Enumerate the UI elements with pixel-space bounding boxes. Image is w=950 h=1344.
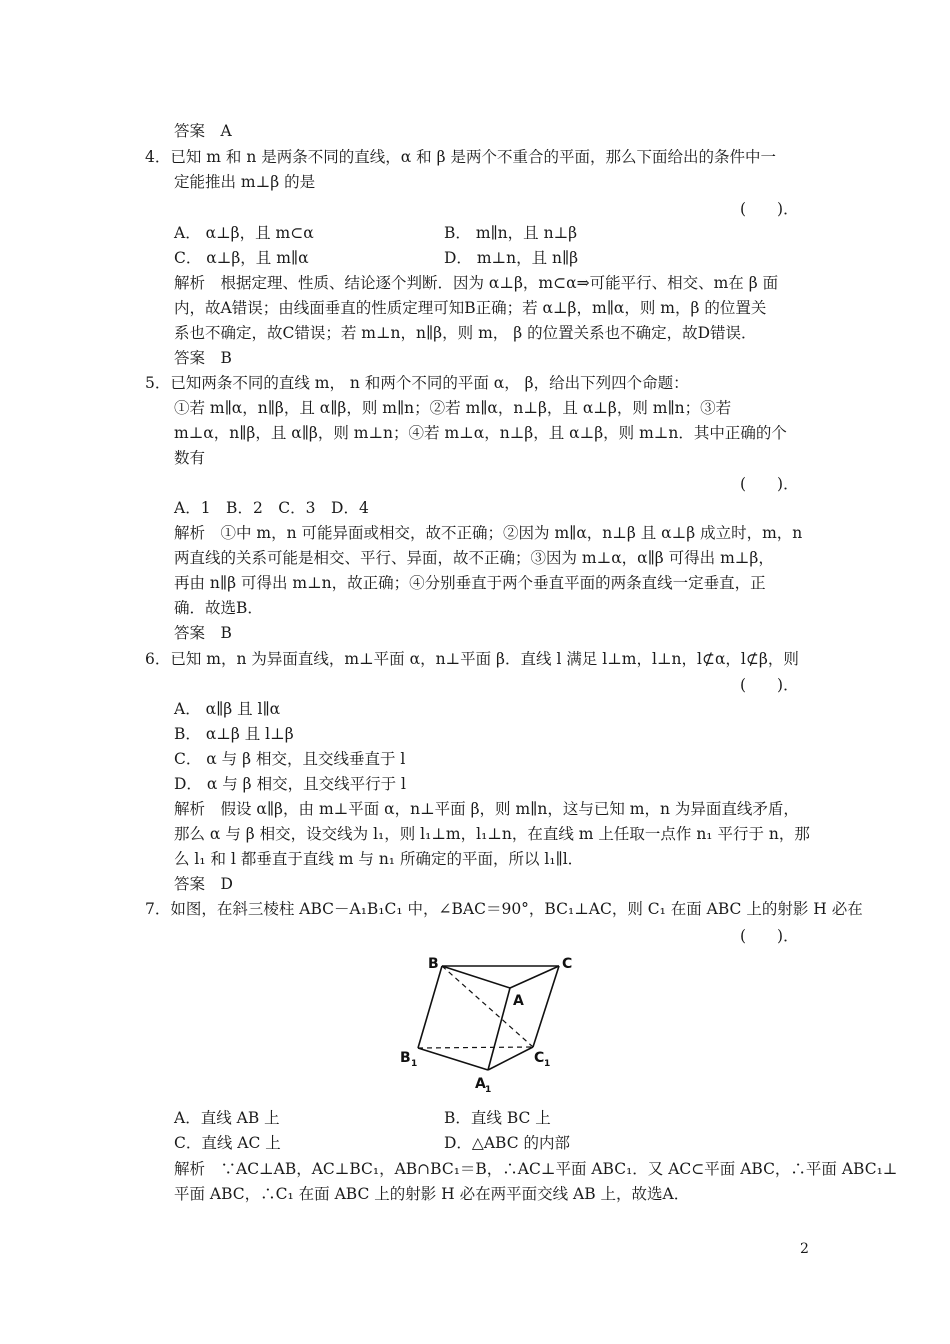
q7-option-d: D．△ABC 的内部 <box>444 1134 571 1152</box>
q4-option-d: D． m⊥n，且 n∥β <box>444 249 579 267</box>
q7-stem-line1: 7．如图，在斜三棱柱 ABC－A₁B₁C₁ 中，∠BAC＝90°，BC₁⊥AC，则 C₁ 在面 ABC 上的射影 H 必在 <box>145 900 863 918</box>
label-b: B <box>428 956 439 972</box>
q7-option-a: A．直线 AB 上 <box>174 1109 280 1127</box>
q6-option-d: D． α 与 β 相交，且交线平行于 l <box>174 775 406 793</box>
q5-solution-line3: 再由 n∥β 可得出 m⊥n，故正确；④分别垂直于两个垂直平面的两条直线一定垂直，正 <box>174 574 766 592</box>
q5-solution-line1: 解析 ①中 m，n 可能异面或相交，故不正确；②因为 m∥α，n⊥β 且 α⊥β 成立时，m，n <box>174 524 803 542</box>
edge-b1a1 <box>418 1048 488 1070</box>
q6-solution-line2: 那么 α 与 β 相交，设交线为 l₁，则 l₁⊥m，l₁⊥n，在直线 m 上任取一点作 n₁ 平行于 n，那 <box>174 825 810 843</box>
q7-option-c: C．直线 AC 上 <box>174 1134 281 1152</box>
q6-option-b: B． α⊥β 且 l⊥β <box>174 725 294 743</box>
edge-aa1 <box>488 988 510 1070</box>
label-b1-sub: 1 <box>411 1059 418 1069</box>
q4-solution-line2: 内，故A错误；由线面垂直的性质定理可知B正确；若 α⊥β，m∥α，则 m，β 的位置关 <box>174 299 767 317</box>
q4-solution-line3: 系也不确定，故C错误；若 m⊥n，n∥β，则 m， β 的位置关系也不确定，故D错误． <box>174 324 757 342</box>
edge-a1c1 <box>488 1047 533 1070</box>
q4-answer: 答案 B <box>174 349 232 367</box>
label-a1-sub: 1 <box>485 1085 492 1095</box>
label-c1-sub: 1 <box>544 1059 551 1069</box>
edge-bb1 <box>418 966 442 1048</box>
q7-solution-line1: 解析 ∵AC⊥AB，AC⊥BC₁，AB∩BC₁＝B，∴AC⊥平面 ABC₁．又 AC⊂平面 ABC，∴平面 ABC₁⊥ <box>174 1160 898 1178</box>
q5-solution-line2: 两直线的关系可能是相交、平行、异面，故不正确；③因为 m⊥α，α∥β 可得出 m⊥β， <box>174 549 774 567</box>
edge-ba <box>442 966 510 988</box>
q6-solution-line3: 么 l₁ 和 l 都垂直于直线 m 与 n₁ 所确定的平面，所以 l₁∥l． <box>174 850 584 868</box>
label-a: A <box>513 993 524 1009</box>
q7-answer-blank: ( )． <box>740 927 799 945</box>
q5-stem-line3: m⊥α，n∥β，且 α∥β，则 m⊥n；④若 m⊥α，n⊥β，且 α⊥β，则 m⊥n．其中正确的个 <box>174 424 787 442</box>
q5-stem-line2: ①若 m∥α，n∥β，且 α∥β，则 m∥n；②若 m∥α，n⊥β，且 α⊥β，则 m∥n；③若 <box>174 399 732 417</box>
q5-options: A．1 B．2 C．3 D．4 <box>174 499 369 517</box>
q4-stem-line1: 4．已知 m 和 n 是两条不同的直线，α 和 β 是两个不重合的平面，那么下面给出的条件中一 <box>145 148 776 166</box>
q7-solution-line2: 平面 ABC，∴C₁ 在面 ABC 上的射影 H 必在两平面交线 AB 上，故选A． <box>174 1185 690 1203</box>
q4-stem-line2: 定能推出 m⊥β 的是 <box>174 173 316 191</box>
q4-option-c: C． α⊥β，且 m∥α <box>174 249 309 267</box>
page-number: 2 <box>800 1241 809 1257</box>
q4-answer-blank: ( )． <box>740 200 799 218</box>
edge-cc1 <box>533 966 559 1047</box>
q6-option-a: A． α∥β 且 l∥α <box>174 700 281 718</box>
q6-solution-line1: 解析 假设 α∥β，由 m⊥平面 α，n⊥平面 β，则 m∥n，这与已知 m，n 为异面直线矛盾， <box>174 800 799 818</box>
q4-option-a: A． α⊥β，且 m⊂α <box>174 224 314 242</box>
q5-stem-line4: 数有 <box>174 449 206 467</box>
q6-answer-blank: ( )． <box>740 676 799 694</box>
q7-option-b: B．直线 BC 上 <box>444 1109 551 1127</box>
q4-solution-line1: 解析 根据定理、性质、结论逐个判断．因为 α⊥β，m⊂α⇒可能平行、相交、m在 β 面 <box>174 274 779 292</box>
edge-ac <box>510 966 559 988</box>
prism-figure <box>396 948 596 1096</box>
q5-answer-blank: ( )． <box>740 475 799 493</box>
q6-stem-line1: 6．已知 m，n 为异面直线，m⊥平面 α，n⊥平面 β．直线 l 满足 l⊥m，l⊥n，l⊄α，l⊄β，则 <box>145 650 799 668</box>
q3-answer: 答案 A <box>174 122 232 140</box>
q6-answer: 答案 D <box>174 875 233 893</box>
q4-option-b: B． m∥n，且 n⊥β <box>444 224 578 242</box>
q5-answer: 答案 B <box>174 624 232 642</box>
q5-stem-line1: 5．已知两条不同的直线 m， n 和两个不同的平面 α， β，给出下列四个命题： <box>145 374 689 392</box>
edge-b1c1-hidden <box>418 1047 533 1048</box>
label-a1: A <box>475 1076 486 1092</box>
q6-option-c: C． α 与 β 相交，且交线垂直于 l <box>174 750 406 768</box>
label-b1: B <box>400 1050 411 1066</box>
label-c1: C <box>534 1050 545 1066</box>
label-c: C <box>562 956 573 972</box>
q5-solution-line4: 确．故选B． <box>174 599 263 617</box>
